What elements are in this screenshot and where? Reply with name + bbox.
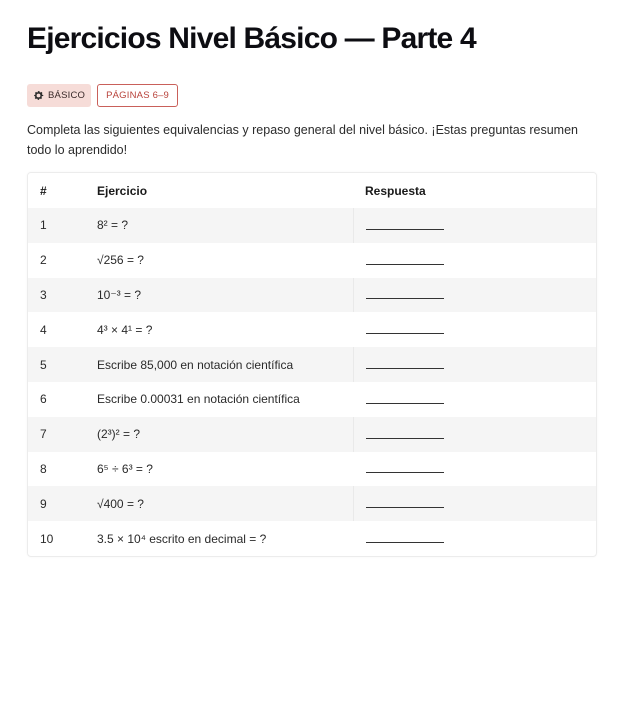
answer-blank[interactable]	[366, 368, 444, 369]
exercises-table	[27, 172, 597, 557]
table-row	[28, 382, 596, 417]
badge-row	[27, 84, 178, 107]
answer-blank[interactable]	[366, 403, 444, 404]
answer-blank[interactable]	[366, 507, 444, 508]
row-exercise: 4³ × 4¹ = ?	[97, 322, 153, 337]
row-exercise: √256 = ?	[97, 253, 144, 268]
table-row	[28, 243, 596, 278]
answer-cell	[353, 347, 596, 382]
answer-cell	[353, 521, 596, 556]
row-num: 2	[40, 253, 47, 268]
answer-blank[interactable]	[366, 438, 444, 439]
table-row	[28, 347, 596, 382]
table-row	[28, 521, 596, 556]
answer-cell	[353, 312, 596, 347]
answer-blank[interactable]	[366, 298, 444, 299]
row-num: 7	[28, 417, 97, 452]
row-exercise: Escribe 0.00031 en notación científica	[97, 392, 300, 407]
page-title: Ejercicios Nivel Básico — Parte 4	[27, 22, 476, 55]
table-row	[28, 278, 596, 313]
answer-blank[interactable]	[366, 333, 444, 334]
table-header-row	[28, 173, 596, 208]
intro-text: Completa las siguientes equivalencias y repaso general del nivel básico. ¡Estas preguntas resumen todo lo aprendido!	[27, 123, 579, 157]
row-num: 1	[28, 208, 97, 243]
row-num: 4	[40, 322, 47, 337]
row-exercise: 10⁻³ = ?	[97, 278, 353, 313]
table-row	[28, 208, 596, 243]
row-num: 5	[28, 347, 97, 382]
answer-blank[interactable]	[366, 229, 444, 230]
answer-cell	[353, 278, 596, 313]
gear-icon	[33, 90, 44, 101]
answer-cell	[353, 243, 596, 278]
row-exercise: 3.5 × 10⁴ escrito en decimal = ?	[97, 531, 267, 546]
answer-cell	[353, 208, 596, 243]
row-exercise: Escribe 85,000 en notación científica	[97, 347, 353, 382]
answer-blank[interactable]	[366, 264, 444, 265]
row-num: 9	[28, 486, 97, 521]
answer-cell	[353, 417, 596, 452]
answer-blank[interactable]	[366, 542, 444, 543]
table-row	[28, 486, 596, 521]
row-num: 3	[28, 278, 97, 313]
pages-badge: PÁGINAS 6–9	[97, 84, 178, 107]
answer-cell	[353, 452, 596, 487]
row-num: 8	[40, 461, 47, 476]
row-num: 6	[40, 392, 47, 407]
table-row	[28, 312, 596, 347]
row-exercise: 8² = ?	[97, 208, 353, 243]
answer-cell	[353, 486, 596, 521]
row-exercise: (2³)² = ?	[97, 417, 353, 452]
header-exercise: Ejercicio	[97, 173, 353, 208]
header-num: #	[28, 173, 97, 208]
level-badge-label: BÁSICO	[48, 90, 86, 101]
table-row	[28, 452, 596, 487]
level-badge	[27, 84, 91, 107]
row-num: 10	[40, 531, 54, 546]
row-exercise: √400 = ?	[97, 486, 353, 521]
answer-cell	[353, 382, 596, 417]
answer-blank[interactable]	[366, 472, 444, 473]
header-answer: Respuesta	[353, 173, 596, 208]
row-exercise: 6⁵ ÷ 6³ = ?	[97, 461, 153, 476]
table-row	[28, 417, 596, 452]
